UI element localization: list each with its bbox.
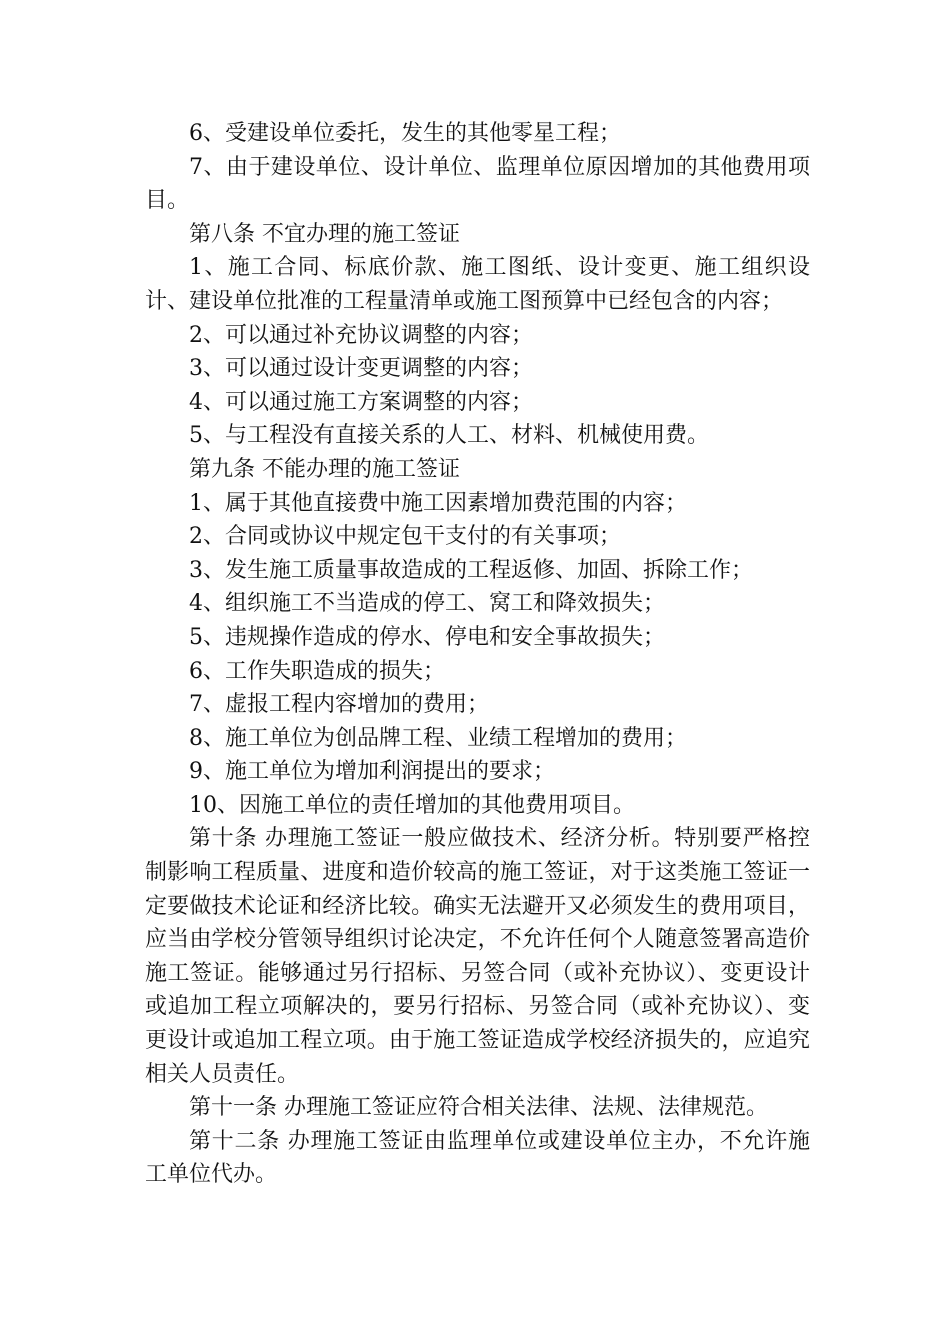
article-11-paragraph: 第十一条 办理施工签证应符合相关法律、法规、法律规范。 bbox=[189, 1095, 768, 1121]
article-9-item-8: 8、施工单位为创品牌工程、业绩工程增加的费用； bbox=[189, 725, 687, 751]
article-8-item-1: 1、施工合同、标底价款、施工图纸、设计变更、施工组织设计、建设单位批准的工程量清单或施工图预算中已经包含的内容； bbox=[145, 255, 810, 314]
article-9-item-9: 9、施工单位为增加利润提出的要求； bbox=[189, 759, 555, 785]
article-8-item-5: 5、与工程没有直接关系的人工、材料、机械使用费。 bbox=[189, 423, 709, 449]
article-9-item-5: 5、违规操作造成的停水、停电和安全事故损失； bbox=[189, 624, 665, 650]
list-item-7-other-cost-items: 7、由于建设单位、设计单位、监理单位原因增加的其他费用项目。 bbox=[145, 154, 810, 214]
article-9-item-2: 2、合同或协议中规定包干支付的有关事项； bbox=[189, 524, 621, 550]
list-item-6-other-minor-works: 6、受建设单位委托，发生的其他零星工程； bbox=[189, 121, 621, 146]
article-9-item-10: 10、因施工单位的责任增加的其他费用项目。 bbox=[189, 792, 635, 818]
article-8-item-4: 4、可以通过施工方案调整的内容； bbox=[189, 389, 533, 415]
article-9-item-7: 7、虚报工程内容增加的费用； bbox=[189, 692, 489, 718]
article-8-item-2: 2、可以通过补充协议调整的内容； bbox=[189, 322, 533, 348]
document-body bbox=[145, 117, 810, 1192]
article-12-paragraph: 第十二条 办理施工签证由监理单位或建设单位主办，不允许施工单位代办。 bbox=[145, 1128, 810, 1188]
article-8-heading: 第八条 不宜办理的施工签证 bbox=[189, 221, 460, 247]
article-8-item-3: 3、可以通过设计变更调整的内容； bbox=[189, 356, 533, 382]
article-9-item-6: 6、工作失职造成的损失； bbox=[189, 658, 445, 684]
article-9-item-3: 3、发生施工质量事故造成的工程返修、加固、拆除工作； bbox=[189, 557, 753, 583]
article-9-item-1: 1、属于其他直接费中施工因素增加费范围的内容； bbox=[189, 490, 687, 516]
article-9-item-4: 4、组织施工不当造成的停工、窝工和降效损失； bbox=[189, 591, 665, 617]
article-10-paragraph: 第十条 办理施工签证一般应做技术、经济分析。特别要严格控制影响工程质量、进度和造价较高的施工签证，对于这类施工签证一定要做技术论证和经济比较。确实无法避开又必须发生的费用项目，应当由学校分管领导组织讨论决定，不允许任何个人随意签署高造价施工签证。能够通过另行招标、另签合同（或补充协议）、变更设计或追加工程立项解决的，要另行招标、另签合同（或补充协议）、变更设计或追加工程立项。由于施工签证造成学校经济损失的，应追究相关人员责任。 bbox=[145, 826, 810, 1087]
article-9-heading: 第九条 不能办理的施工签证 bbox=[189, 456, 460, 482]
